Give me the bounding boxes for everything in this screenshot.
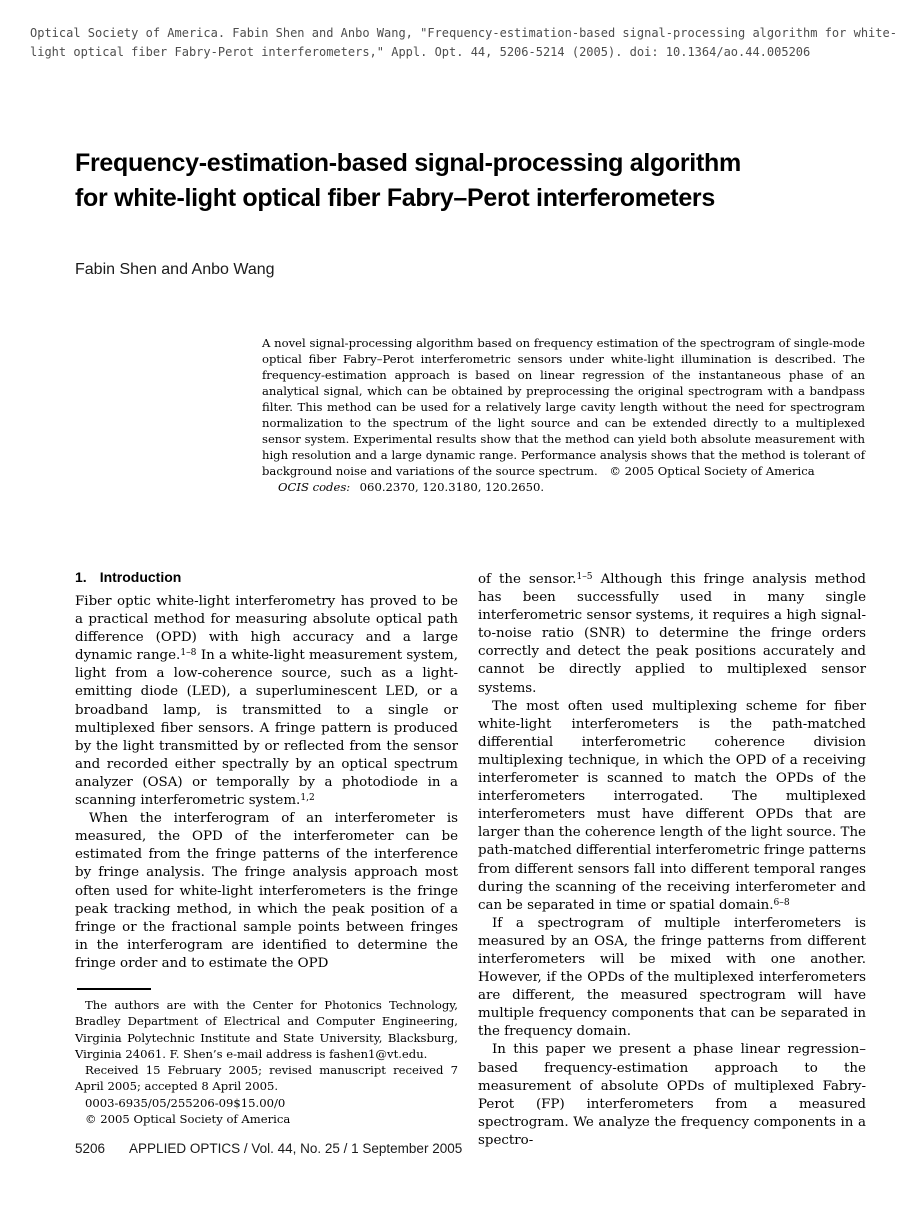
footnote-copyright: © 2005 Optical Society of America [85,1112,291,1127]
footnote-article-id: 0003-6935/05/255206-09$15.00/0 [85,1095,286,1110]
title-line-1: Frequency-estimation-based signal-processing algorithm [75,149,741,177]
footnote-received-dates: Received 15 February 2005; revised manuscript received 7 April 2005; accepted 8 April 2005. [75,1063,458,1094]
paragraph-intro-6: In this paper we present a phase linear regression–based frequency-estimation approach to the measurement of absolute OPDs of multiplexed Fabry-Perot (FP) interferometers from a measured spectrogram. We analyze the frequency components in a spectro- [478,1042,866,1148]
footnote-separator-rule [77,988,151,990]
body-column-left [75,568,458,973]
paragraph-intro-4: The most often used multiplexing scheme for fiber white-light interferometers is the path-matched differential interferometric coherence division multiplexing technique, in which the OPD of a receiving interferometer is scanned to match the OPDs of the interferometers interrogated. The multiplexed interferometers must have different OPDs that are larger than the coherence length of the light source. The path-matched differential interferometric fringe patterns from different sensors fall into different temporal ranges during the scanning of the receiving interferometer and can be separated in time or spatial domain.$^{6-8}$ [478,698,867,913]
abstract-block [262,335,865,495]
citation-header [30,24,897,62]
title-line-2: for white-light optical fiber Fabry–Perot interferometers [75,184,715,212]
section-1-title: Introduction [99,569,182,585]
footnote-affiliation: The authors are with the Center for Photonics Technology, Bradley Department of Electrical and Computer Engineering, Virginia Polytechnic Institute and State University, Blacksburg, Virginia 24061. F. Shen’s e-mail address is fashen1@vt.edu. [75,998,458,1061]
citation-line-2: light optical fiber Fabry-Perot interferometers," Appl. Opt. 44, 5206-5214 (2005). doi: 10.1364/ao.44.005206 [30,45,811,59]
paragraph-intro-3: of the sensor.$^{1-5}$ Although this fringe analysis method has been successfully used in many single interferometric sensor systems, it requires a high signal-to-noise ratio (SNR) to determine the fringe orders correctly and detect the peak positions accurately and cannot be directly applied to multiplexed sensor systems. [478,571,866,696]
citation-line-1: Optical Society of America. Fabin Shen and Anbo Wang, "Frequency-estimation-based signal-processing algorithm for white- [30,26,897,40]
author-names: Fabin Shen and Anbo Wang [75,261,275,278]
page-title [75,146,741,216]
section-1-number: 1. [75,569,87,585]
footnote-block [75,997,458,1127]
body-column-right [478,571,866,1150]
ocis-codes-line: OCIS codes: 060.2370, 120.3180, 120.2650. [278,480,545,494]
journal-info: APPLIED OPTICS / Vol. 44, No. 25 / 1 September 2005 [129,1141,463,1156]
paragraph-intro-1: Fiber optic white-light interferometry has proved to be a practical method for measuring absolute optical path difference (OPD) with high accuracy and a large dynamic range.$^{1-8}$ In a white-light measurement system, light from a low-coherence source, such as a light-emitting diode (LED), a superluminescent LED, or a broadband lamp, is transmitted to a single or multiplexed fiber sensors. A fringe pattern is produced by the light transmitted by or reflected from the sensor and recorded either spectrally by an optical spectrum analyzer (OSA) or temporally by a photodiode in a scanning interferometric system.$^{1,2}$ [75,594,458,809]
paragraph-intro-2: When the interferogram of an interferometer is measured, the OPD of the interferometer can be estimated from the fringe patterns of the interference by fringe analysis. The fringe analysis approach most often used for white-light interferometers is the fringe peak tracking method, in which the peak position of a fringe or the fractional sample points between fringes in the interferogram are identified to determine the fringe order and to estimate the OPD [75,811,458,971]
abstract-text: A novel signal-processing algorithm based on frequency estimation of the spectrogram of single-mode optical fiber Fabry–Perot interferometric sensors under white-light illumination is described. The frequency-estimation approach is based on linear regression of the instantaneous phase of an analytical signal, which can be obtained by preprocessing the original spectrogram with a bandpass filter. This method can be used for a relatively large cavity length without the need for spectrogram normalization to the spectrum of the light source and can be extended directly to a multiplexed sensor system. Experimental results show that the method can yield both absolute measurement with high resolution and a large dynamic range. Performance analysis shows that the method is tolerant of background noise and variations of the source spectrum. © 2005 Optical Society of America [262,336,865,478]
page-number: 5206 [75,1141,106,1156]
page-footer [75,1141,462,1156]
section-1-heading [75,568,458,586]
paragraph-intro-5: If a spectrogram of multiple interferometers is measured by an OSA, the fringe patterns from different interferometers will be mixed with one another. However, if the OPDs of the multiplexed interferometers are different, the measured spectrogram will have multiple frequency components that can be separated in the frequency domain. [478,915,866,1040]
